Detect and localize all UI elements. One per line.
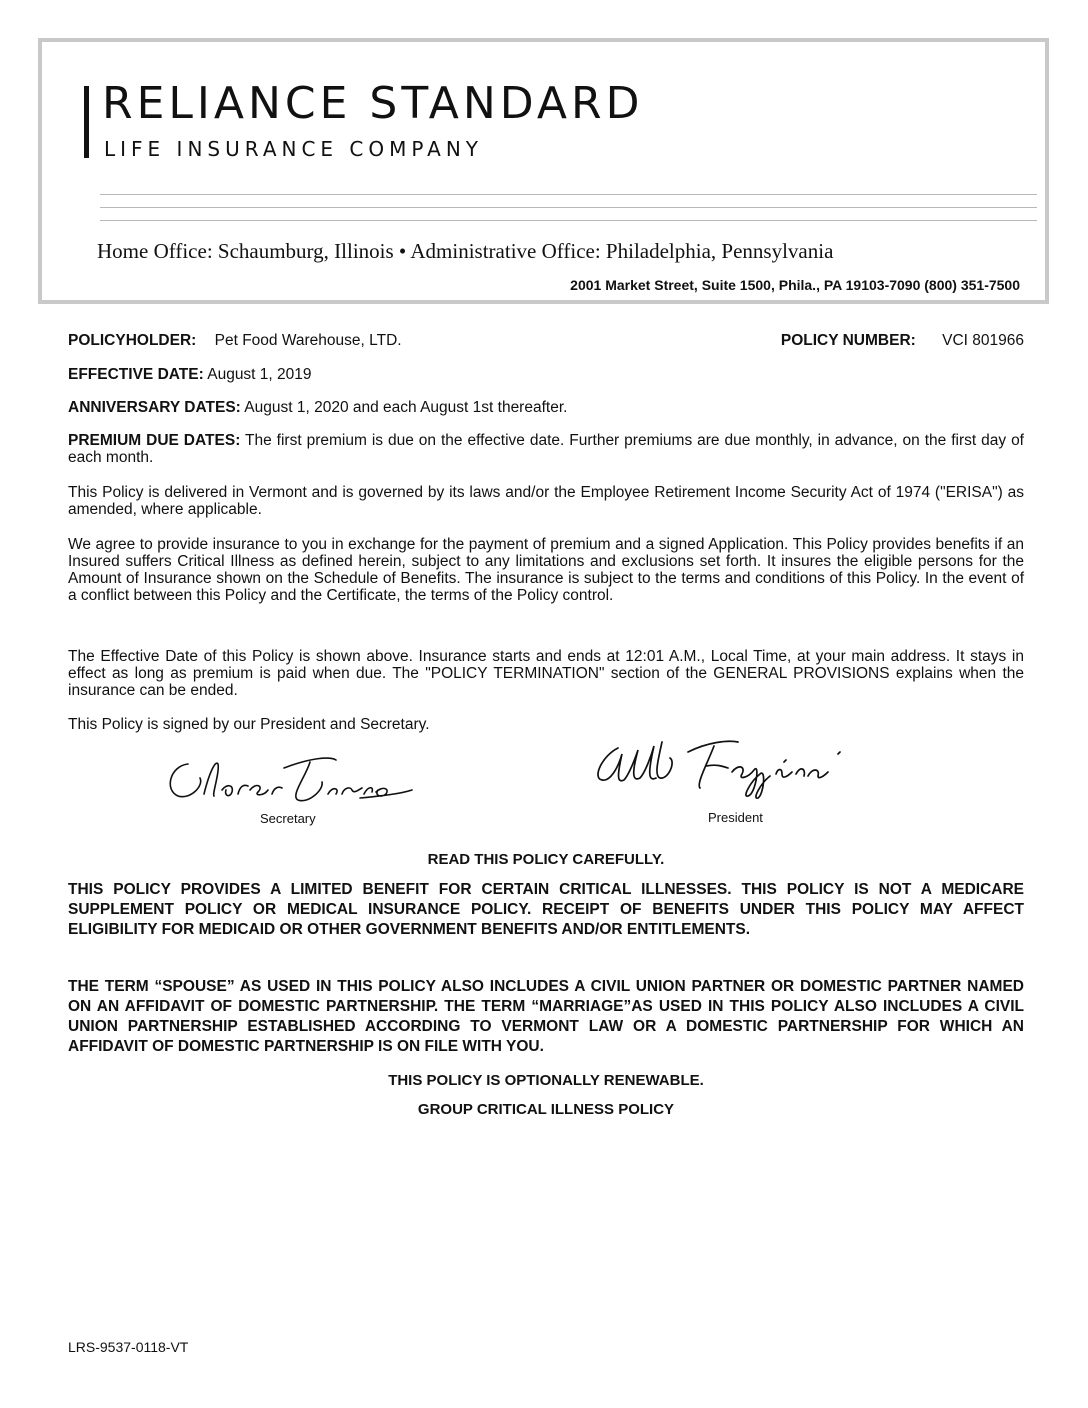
- spouse-definition-notice: THE TERM “SPOUSE” AS USED IN THIS POLICY ALSO INCLUDES A CIVIL UNION PARTNER OR DOMESTIC PARTNER NAMED ON AN AFFIDAVIT OF DOMESTIC PARTNERSHIP. THE TERM “MARRIAGE”AS USED IN THIS POLICY ALSO INCLUDES A CIVIL UNION PARTNERSHIP ESTABLISHED ACCORDING TO VERMONT LAW OR A DOMESTIC PARTNERSHIP FOR WHICH AN AFFIDAVIT OF DOMESTIC PARTNERSHIP IS ON FILE WITH YOU.: [68, 978, 1024, 1055]
- secretary-signature: [160, 750, 420, 812]
- effective-date-row: [68, 366, 1024, 383]
- effective-date-label: EFFECTIVE DATE:: [68, 366, 204, 383]
- letterhead-rule-2: [100, 207, 1037, 208]
- governing-law-paragraph: This Policy is delivered in Vermont and is governed by its laws and/or the Employee Retirement Income Security Act of 1974 ("ERISA") as amended, where applicable.: [68, 484, 1024, 518]
- letterhead-rule-3: [100, 220, 1037, 221]
- policyholder-label: POLICYHOLDER:: [68, 332, 197, 349]
- secretary-label: Secretary: [260, 811, 316, 826]
- logo-bar: [84, 86, 89, 158]
- office-address: 2001 Market Street, Suite 1500, Phila., PA 19103-7090 (800) 351-7500: [570, 277, 1020, 293]
- president-label: President: [708, 810, 763, 825]
- company-name: RELIANCE STANDARD: [102, 78, 644, 129]
- read-carefully-notice: READ THIS POLICY CAREFULLY.: [427, 851, 665, 868]
- premium-label: PREMIUM DUE DATES:: [68, 432, 241, 449]
- anniversary-value: August 1, 2020 and each August 1st thereafter.: [244, 399, 568, 416]
- policyholder-row: [68, 332, 1024, 349]
- limited-benefit-notice: THIS POLICY PROVIDES A LIMITED BENEFIT FOR CERTAIN CRITICAL ILLNESSES. THIS POLICY IS NOT A MEDICARE SUPPLEMENT POLICY OR MEDICAL INSURANCE POLICY. RECEIPT OF BENEFITS UNDER THIS POLICY MAY AFFECT ELIGIBILITY FOR MEDICAID OR OTHER GOVERNMENT BENEFITS AND/OR ENTITLEMENTS.: [68, 881, 1024, 938]
- effective-paragraph: The Effective Date of this Policy is shown above. Insurance starts and ends at 12:01 A.M., Local Time, at your main address. It stays in effect as long as premium is paid when due. The "POLICY TERMINATION" section of the GENERAL PROVISIONS explains when the insurance can be ended.: [68, 648, 1024, 699]
- effective-date-value: August 1, 2019: [207, 366, 312, 383]
- premium-value: The first premium is due on the effective date. Further premiums are due monthly, in advance, on the first day of each month.: [68, 432, 1024, 466]
- renewable-notice: THIS POLICY IS OPTIONALLY RENEWABLE.: [388, 1072, 704, 1089]
- policy-type-title: GROUP CRITICAL ILLNESS POLICY: [417, 1101, 675, 1118]
- form-number: LRS-9537-0118-VT: [68, 1339, 189, 1355]
- office-locations: Home Office: Schaumburg, Illinois • Administrative Office: Philadelphia, Pennsylvania: [97, 239, 834, 263]
- policyholder-value: Pet Food Warehouse, LTD.: [214, 332, 402, 349]
- letterhead-rule-1: [100, 194, 1037, 195]
- president-signature: [588, 732, 898, 802]
- company-subtitle: LIFE INSURANCE COMPANY: [104, 137, 484, 161]
- agreement-paragraph: We agree to provide insurance to you in exchange for the payment of premium and a signed Application. This Policy provides benefits if an Insured suffers Critical Illness as defined herein, subject to any limitations and exclusions set forth. It insures the eligible persons for the Amount of Insurance shown on the Schedule of Benefits. The insurance is subject to the terms and conditions of this Policy. In the event of a conflict between this Policy and the Certificate, the terms of the Policy control.: [68, 536, 1024, 604]
- premium-row: [68, 432, 1024, 466]
- policy-number-value: VCI 801966: [942, 332, 1024, 349]
- anniversary-label: ANNIVERSARY DATES:: [68, 399, 241, 416]
- anniversary-row: [68, 399, 1024, 416]
- signed-paragraph: This Policy is signed by our President and Secretary.: [68, 716, 430, 733]
- policy-number-label: POLICY NUMBER:: [780, 332, 916, 349]
